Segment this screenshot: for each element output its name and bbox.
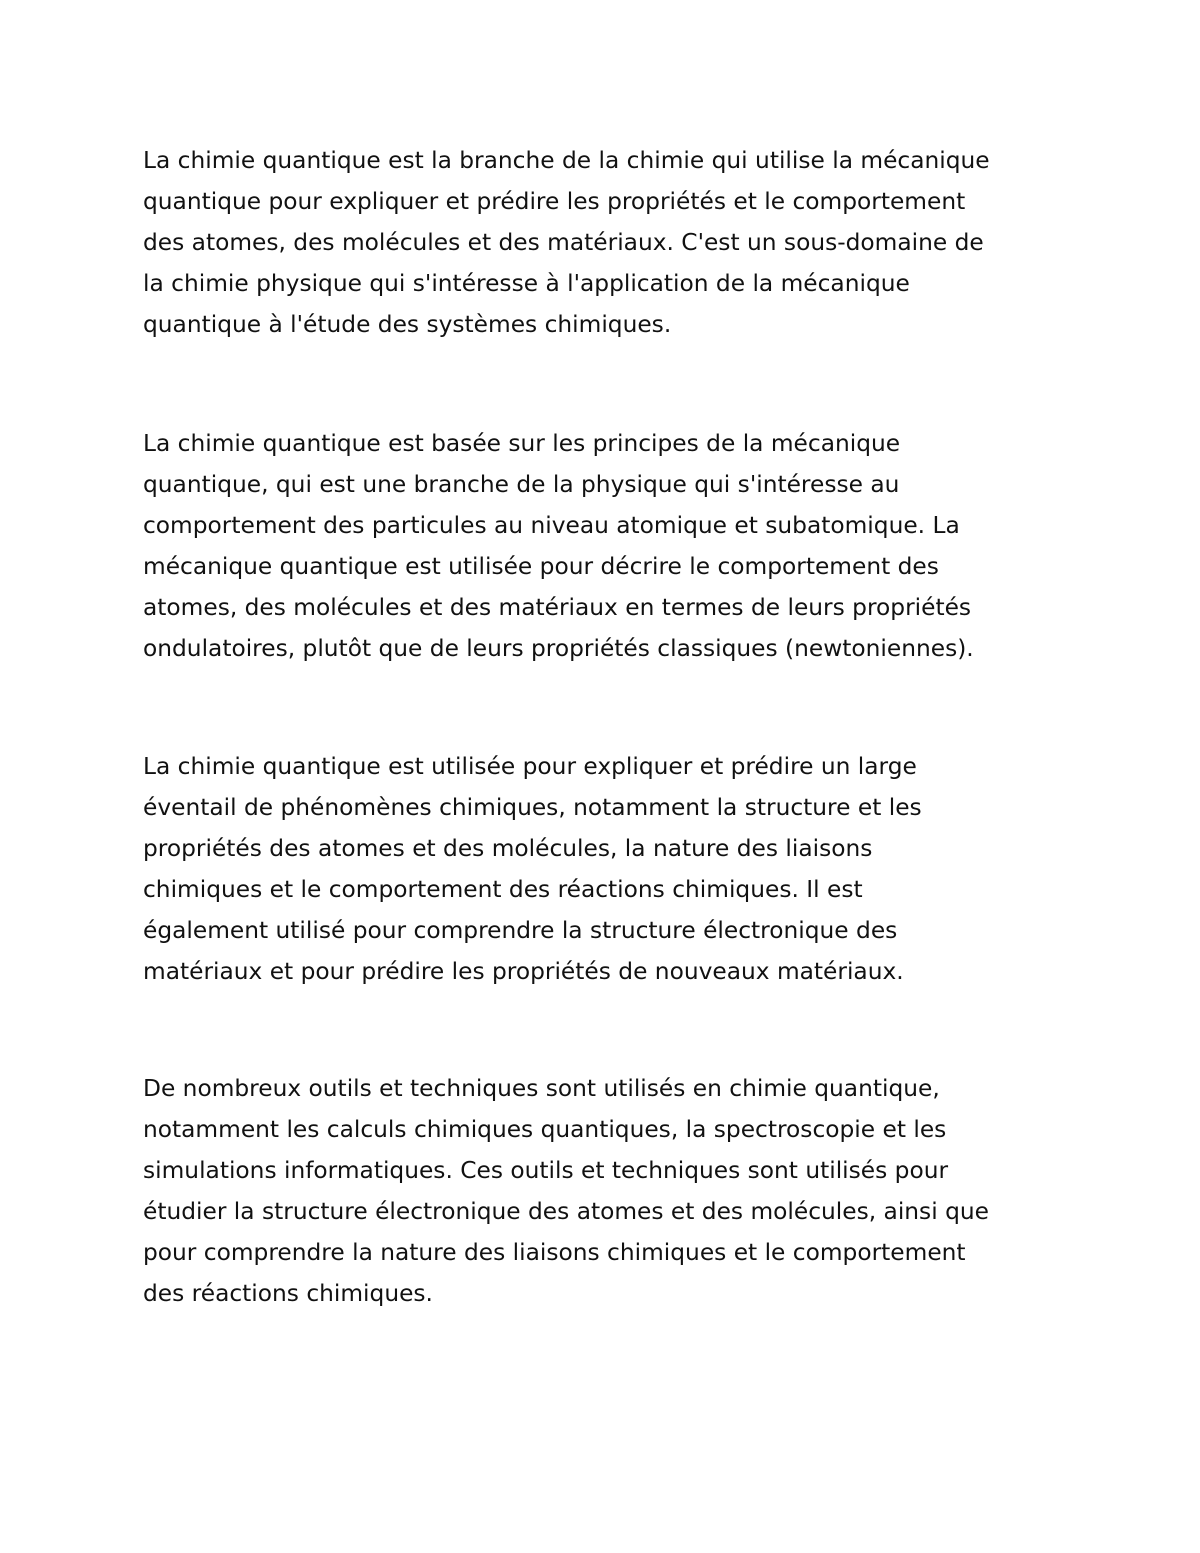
paragraph-4 <box>143 1068 989 1314</box>
paragraph-line: la chimie physique qui s'intéresse à l'application de la mécanique <box>143 270 910 297</box>
paragraph-line: ondulatoires, plutôt que de leurs propriétés classiques (newtoniennes). <box>143 635 974 662</box>
paragraph-line: De nombreux outils et techniques sont utilisés en chimie quantique, <box>143 1075 940 1102</box>
paragraph-line: La chimie quantique est la branche de la chimie qui utilise la mécanique <box>143 147 990 174</box>
paragraph-line: mécanique quantique est utilisée pour décrire le comportement des <box>143 553 939 580</box>
paragraph-line: simulations informatiques. Ces outils et techniques sont utilisés pour <box>143 1157 949 1184</box>
paragraph-line: La chimie quantique est basée sur les principes de la mécanique <box>143 430 901 457</box>
paragraph-line: propriétés des atomes et des molécules, la nature des liaisons <box>143 835 873 862</box>
paragraph-line: pour comprendre la nature des liaisons chimiques et le comportement <box>143 1239 966 1266</box>
paragraph-line: atomes, des molécules et des matériaux en termes de leurs propriétés <box>143 594 972 621</box>
paragraph-2 <box>143 423 974 669</box>
paragraph-line: quantique pour expliquer et prédire les propriétés et le comportement <box>143 188 966 215</box>
paragraph-line: matériaux et pour prédire les propriétés de nouveaux matériaux. <box>143 958 904 985</box>
paragraph-line: quantique, qui est une branche de la physique qui s'intéresse au <box>143 471 900 498</box>
paragraph-line: La chimie quantique est utilisée pour expliquer et prédire un large <box>143 753 917 780</box>
paragraph-line: chimiques et le comportement des réactions chimiques. Il est <box>143 876 863 903</box>
paragraph-line: quantique à l'étude des systèmes chimiques. <box>143 311 672 338</box>
paragraph-line: également utilisé pour comprendre la structure électronique des <box>143 917 898 944</box>
paragraph-line: éventail de phénomènes chimiques, notamment la structure et les <box>143 794 922 821</box>
paragraph-line: des atomes, des molécules et des matériaux. C'est un sous-domaine de <box>143 229 984 256</box>
paragraph-1 <box>143 140 990 345</box>
paragraph-line: comportement des particules au niveau atomique et subatomique. La <box>143 512 960 539</box>
paragraph-line: des réactions chimiques. <box>143 1280 433 1307</box>
paragraph-3 <box>143 746 922 992</box>
paragraph-line: notamment les calculs chimiques quantiques, la spectroscopie et les <box>143 1116 947 1143</box>
paragraph-line: étudier la structure électronique des atomes et des molécules, ainsi que <box>143 1198 989 1225</box>
